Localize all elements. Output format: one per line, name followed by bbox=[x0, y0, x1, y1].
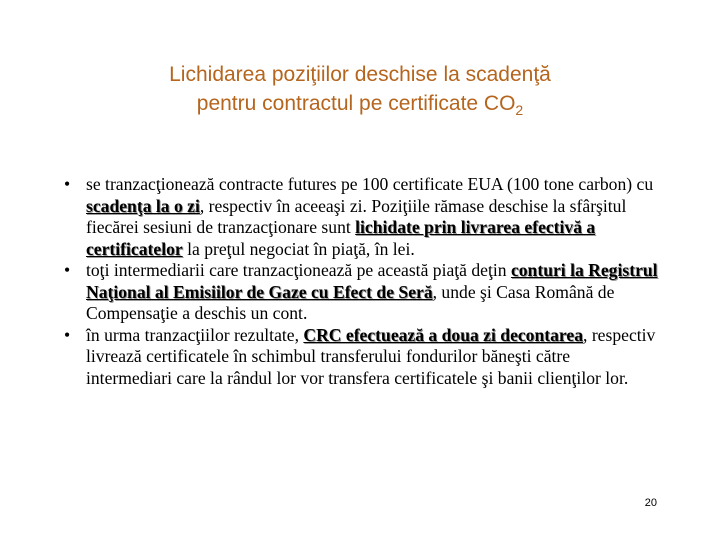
bullet-3-text-b: , respectiv livrează certificatele în schimbul transferului fondurilor băneşti către intermediari care la rândul lor vor transfera certificatele şi banii clienţilor lor. bbox=[86, 324, 656, 388]
bullet-1-emphasis-b: lichidate prin livrarea efectivă a certificatelor bbox=[86, 217, 596, 259]
bullet-1-text-a: se tranzacţionează contracte futures pe 100 certificate EUA (100 tone carbon) cu bbox=[86, 174, 654, 194]
bullet-item-1 bbox=[20, 174, 660, 260]
bullet-marker: • bbox=[64, 324, 71, 345]
title-line-2 bbox=[40, 89, 680, 118]
bullet-item-3 bbox=[20, 325, 660, 390]
bullet-3-text-a: în urma tranzacţiilor rezultate, bbox=[86, 324, 304, 345]
bullet-2-text-a: toţi intermediarii care tranzacţionează pe această piaţă deţin bbox=[86, 260, 511, 280]
bullet-1-emphasis-a: scadenţa la o zi bbox=[86, 195, 200, 216]
bullet-marker: • bbox=[64, 260, 71, 280]
bullet-1-text-b: , respectiv în aceeaşi zi. Poziţiile rămase deschise la sfârşitul fiecărei sesiuni de tranzacţionare sunt bbox=[86, 195, 627, 237]
bullet-marker: • bbox=[64, 174, 71, 194]
bullet-3-emphasis: CRC efectuează a doua zi decontarea bbox=[303, 324, 584, 345]
title-line-2-text: pentru contractul pe certificate CO bbox=[196, 92, 516, 115]
page-number: 20 bbox=[644, 497, 657, 509]
title-line-1: Lichidarea poziţiilor deschise la scadenţă bbox=[169, 63, 551, 86]
bullet-list bbox=[20, 174, 660, 389]
bullet-2-emphasis: conturi la Registrul Naţional al Emisiilor de Gaze cu Efect de Seră bbox=[86, 260, 658, 302]
slide-title bbox=[40, 60, 680, 118]
bullet-item-2 bbox=[20, 260, 660, 325]
bullet-2-text-b: , unde şi Casa Română de Compensaţie a deschis un cont. bbox=[86, 281, 615, 323]
title-subscript: 2 bbox=[515, 102, 524, 119]
bullet-1-text-c: la preţul negociat în piaţă, în lei. bbox=[182, 238, 415, 259]
